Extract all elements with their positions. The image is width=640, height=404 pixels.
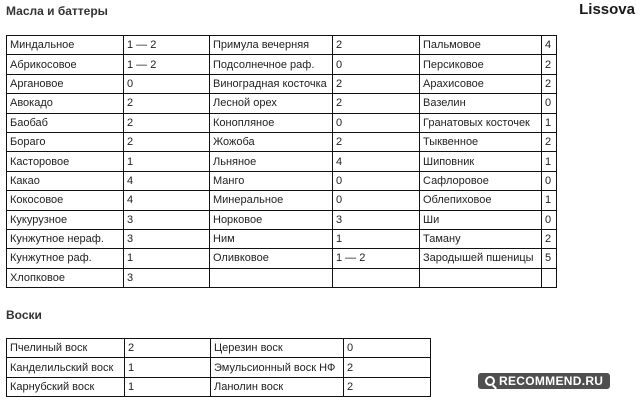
table-row [7,358,431,377]
name-cell: Абрикосовое [7,55,124,74]
value-cell: 4 [333,152,420,171]
name-cell: Ланолин воск [211,377,344,396]
value-cell: 2 [124,94,210,113]
value-cell: 1 [124,249,210,268]
name-cell: Канделильский воск [7,358,125,377]
value-cell: 1 — 2 [333,249,420,268]
value-cell: 1 — 2 [124,36,210,55]
table-row [7,171,557,190]
name-cell: Тыквенное [420,132,542,151]
value-cell: 2 [542,229,557,248]
value-cell: 1 [333,229,420,248]
value-cell: 2 [542,132,557,151]
value-cell: 2 [344,377,431,396]
value-cell: 4 [542,36,557,55]
author-name: Lissova [579,1,635,18]
name-cell: Зародышей пшеницы [420,249,542,268]
table-row [7,191,557,210]
name-cell: Арахисовое [420,74,542,93]
name-cell: Кунжутное раф. [7,249,124,268]
table-row [7,249,557,268]
value-cell: 2 [333,74,420,93]
name-cell: Конопляное [210,113,333,132]
name-cell: Хлопковое [7,268,124,287]
table-row [7,268,557,287]
name-cell: Минеральное [210,191,333,210]
value-cell: 2 [124,132,210,151]
value-cell: 4 [124,171,210,190]
name-cell: Шиповник [420,152,542,171]
value-cell: 1 [125,358,211,377]
value-cell: 0 [124,74,210,93]
table-row [7,229,557,248]
table-row [7,377,431,396]
value-cell: 2 [542,74,557,93]
value-cell [333,268,420,287]
table-row [7,339,431,358]
watermark [478,373,610,389]
name-cell: Ши [420,210,542,229]
value-cell: 1 [542,191,557,210]
name-cell: Норковое [210,210,333,229]
name-cell: Манго [210,171,333,190]
name-cell: Примула вечерняя [210,36,333,55]
value-cell: 0 [333,113,420,132]
waxes-section-title: Воски [6,308,42,322]
value-cell: 3 [333,210,420,229]
name-cell: Облепиховое [420,191,542,210]
table-row [7,152,557,171]
name-cell: Вазелин [420,94,542,113]
name-cell: Жожоба [210,132,333,151]
value-cell: 2 [333,132,420,151]
value-cell: 2 [542,55,557,74]
name-cell: Какао [7,171,124,190]
value-cell: 0 [542,94,557,113]
name-cell: Бораго [7,132,124,151]
value-cell: 2 [344,358,431,377]
value-cell: 4 [124,191,210,210]
name-cell: Кунжутное нераф. [7,229,124,248]
waxes-table [6,338,431,397]
name-cell: Эмульсионный воск НФ [211,358,344,377]
name-cell: Подсолнечное раф. [210,55,333,74]
name-cell: Церезин воск [211,339,344,358]
name-cell: Виноградная косточка [210,74,333,93]
table-row [7,210,557,229]
value-cell: 1 [542,113,557,132]
table-row [7,132,557,151]
value-cell: 0 [542,210,557,229]
name-cell: Льняное [210,152,333,171]
page-title: Масла и баттеры [6,4,108,18]
value-cell: 0 [333,191,420,210]
name-cell: Кокосовое [7,191,124,210]
name-cell: Касторовое [7,152,124,171]
value-cell: 3 [124,268,210,287]
name-cell: Карнубский воск [7,377,125,396]
value-cell: 3 [124,210,210,229]
name-cell: Лесной орех [210,94,333,113]
table-row [7,55,557,74]
value-cell: 1 [124,152,210,171]
value-cell: 3 [124,229,210,248]
name-cell: Пальмовое [420,36,542,55]
value-cell: 0 [333,55,420,74]
name-cell: Баобаб [7,113,124,132]
name-cell: Авокадо [7,94,124,113]
name-cell: Ним [210,229,333,248]
table-row [7,74,557,93]
value-cell: 2 [333,36,420,55]
watermark-text: RECOMMEND.RU [499,374,604,388]
name-cell [420,268,542,287]
value-cell: 1 [125,377,211,396]
name-cell: Оливковое [210,249,333,268]
name-cell: Сафлоровое [420,171,542,190]
value-cell: 5 [542,249,557,268]
search-icon [485,376,495,386]
value-cell [542,268,557,287]
value-cell: 2 [125,339,211,358]
name-cell [210,268,333,287]
table-row [7,36,557,55]
value-cell: 1 — 2 [124,55,210,74]
name-cell: Миндальное [7,36,124,55]
value-cell: 2 [333,94,420,113]
table-row [7,113,557,132]
value-cell: 0 [333,171,420,190]
name-cell: Пчелиный воск [7,339,125,358]
value-cell: 0 [542,171,557,190]
name-cell: Аргановое [7,74,124,93]
name-cell: Кукурузное [7,210,124,229]
name-cell: Гранатовых косточек [420,113,542,132]
name-cell: Таману [420,229,542,248]
value-cell: 0 [344,339,431,358]
value-cell: 2 [124,113,210,132]
oils-table [6,35,557,288]
name-cell: Персиковое [420,55,542,74]
value-cell: 1 [542,152,557,171]
table-row [7,94,557,113]
